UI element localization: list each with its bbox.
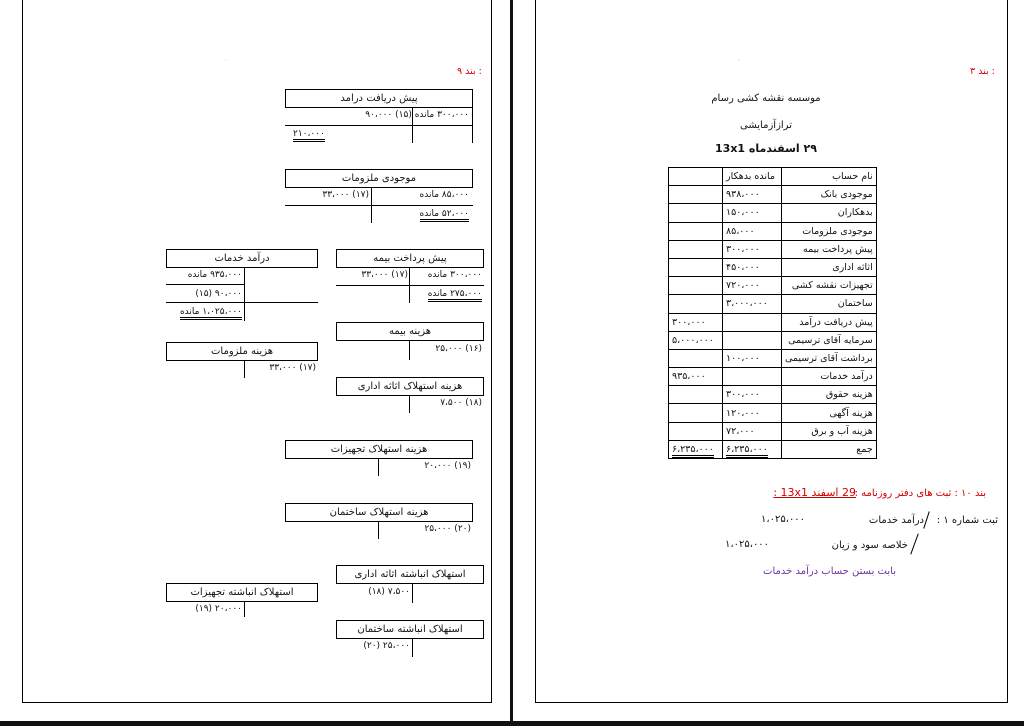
t-account-title: هزینه ملزومات (166, 342, 318, 361)
trial-balance-table (668, 167, 877, 459)
table-row (669, 331, 877, 349)
page-separator (510, 0, 513, 726)
debit-balance: ۷۲،۰۰۰ (726, 425, 755, 437)
t-account-balance: ۵۲،۰۰۰ مانده (420, 209, 469, 222)
t-account (166, 249, 318, 321)
company-name: موسسه نقشه کشی رسام (711, 93, 821, 104)
credit-balance: ۵،۰۰۰،۰۰۰ (672, 334, 714, 346)
table-header-row (669, 168, 877, 186)
account-name: موجودی بانک (820, 189, 873, 201)
table-row (669, 313, 877, 331)
account-name: تجهیزات نقشه کشی (791, 280, 873, 292)
t-account-entry: ۸۵،۰۰۰ مانده (419, 190, 469, 200)
entry-description: بابت بستن حساب درآمد خدمات (763, 566, 896, 577)
t-account (336, 565, 484, 603)
t-account-entry: (۱۷) ۳۳،۰۰۰ (361, 270, 408, 280)
account-name: هزینه آگهی (829, 407, 873, 419)
account-name: جمع (856, 443, 873, 455)
account-name: هزینه حقوق (825, 389, 873, 401)
t-account-title: هزینه استهلاک تجهیزات (285, 440, 473, 459)
credit-balance: ۶،۲۳۵،۰۰۰ (672, 444, 714, 458)
t-account-title: هزینه بیمه (336, 322, 484, 341)
entry-label: ثبت شماره ۱ : (936, 515, 998, 526)
debit-balance: ۹۳۸،۰۰۰ (726, 189, 760, 201)
section-label-9: بند ۹ : (457, 66, 482, 77)
credit-balance: ۳۰۰،۰۰۰ (672, 316, 706, 328)
t-account-title: استهلاک انباشته اثاثه اداری (336, 565, 484, 584)
t-account-balance: ۲۱۰،۰۰۰ (293, 129, 325, 142)
t-account-balance: ۱،۰۲۵،۰۰۰ مانده (180, 307, 242, 320)
t-account-entry: (۱۶) ۲۵،۰۰۰ (435, 344, 482, 354)
t-account-title: پیش پرداخت بیمه (336, 249, 484, 268)
t-account-entry: ۲۵،۰۰۰ (۲۰) (363, 641, 410, 651)
t-account-entry: ۹۰،۰۰۰ (۱۵) (195, 289, 242, 299)
t-account-entry: (۱۹) ۲۰،۰۰۰ (424, 461, 471, 471)
table-row (669, 222, 877, 240)
account-name: درآمد خدمات (820, 371, 873, 383)
debit-balance: ۳۰۰،۰۰۰ (726, 389, 760, 401)
t-account (336, 620, 484, 658)
table-row (669, 258, 877, 276)
t-account (336, 377, 484, 415)
report-title: ترازآزمایشی (740, 120, 792, 131)
account-name: پیش پرداخت بیمه (803, 243, 873, 255)
t-account (285, 440, 473, 478)
t-account-entry: (۲۰) ۲۵،۰۰۰ (424, 524, 471, 534)
t-account-title: پیش دریافت درامد (285, 89, 473, 108)
t-account (285, 89, 473, 145)
account-name: هزینه آب و برق (811, 425, 873, 437)
table-row (669, 422, 877, 440)
page-gap (491, 0, 535, 726)
debit-account: درآمد خدمات (868, 515, 924, 526)
debit-balance: ۱۰۰،۰۰۰ (726, 352, 760, 364)
credit-account: خلاصه سود و زیان (831, 540, 908, 551)
page-mark: · (738, 58, 740, 65)
debit-amount: ۱،۰۲۵،۰۰۰ (761, 514, 806, 525)
entry-slash (910, 533, 918, 554)
account-name: برداشت آقای ترسیمی (785, 352, 873, 364)
t-account (285, 503, 473, 541)
t-account (166, 342, 318, 380)
t-account-title: هزینه استهلاک اثاثه اداری (336, 377, 484, 396)
account-name: اثاثه اداری (832, 262, 873, 274)
debit-balance: ۴۵۰،۰۰۰ (726, 262, 760, 274)
account-name: موجودی ملزومات (802, 225, 873, 237)
right-page (535, 0, 1008, 703)
t-account-entry: (۱۷) ۳۳،۰۰۰ (269, 363, 316, 373)
journal-heading-label: بند ۱۰ : ثبت های دفتر روزنامه : (854, 488, 986, 499)
t-account-title: موجودی ملزومات (285, 169, 473, 188)
account-name: ساختمان (837, 298, 873, 310)
t-account-entry: (۱۸) ۷،۵۰۰ (440, 398, 482, 408)
t-account-title: استهلاک انباشته تجهیزات (166, 583, 318, 602)
account-name: پیش دریافت درآمد (799, 316, 873, 328)
table-row (669, 277, 877, 295)
table-row (669, 404, 877, 422)
column-header: نام حساب (832, 171, 873, 183)
column-header: مانده بدهکار (726, 171, 775, 183)
section-label-3: بند ۳ : (970, 66, 995, 77)
table-row (669, 386, 877, 404)
t-account-entry: ۹۳۵،۰۰۰ مانده (187, 270, 242, 280)
t-account-entry: ۳۰۰،۰۰۰ مانده (427, 270, 482, 280)
credit-amount: ۱،۰۲۵،۰۰۰ (725, 539, 770, 550)
table-row (669, 186, 877, 204)
table-row (669, 368, 877, 386)
t-account-balance: ۲۷۵،۰۰۰ مانده (428, 289, 482, 302)
table-row (669, 349, 877, 367)
left-page (22, 0, 492, 703)
debit-balance: ۶،۲۳۵،۰۰۰ (726, 444, 768, 458)
debit-balance: ۳۰۰،۰۰۰ (726, 243, 760, 255)
journal-date: 29 اسفند 13x1 : (773, 486, 856, 499)
t-account (336, 322, 484, 362)
account-name: سرمایه آقای ترسیمی (788, 334, 873, 346)
t-account (336, 249, 484, 305)
debit-balance: ۱۵۰،۰۰۰ (726, 207, 760, 219)
debit-balance: ۱۲۰،۰۰۰ (726, 407, 760, 419)
t-account-title: استهلاک انباشته ساختمان (336, 620, 484, 639)
t-account (285, 169, 473, 225)
t-account-entry: (۱۷) ۳۳،۰۰۰ (322, 190, 369, 200)
debit-balance: ۳،۰۰۰،۰۰۰ (726, 298, 768, 310)
table-row (669, 295, 877, 313)
t-account-title: هزینه استهلاک ساختمان (285, 503, 473, 522)
table-row (669, 204, 877, 222)
t-account-title: درآمد خدمات (166, 249, 318, 268)
t-account-entry: ۷،۵۰۰ (۱۸) (368, 587, 410, 597)
table-row (669, 240, 877, 258)
t-account-entry: ۳۰۰،۰۰۰ مانده (۱۵) ۹۰،۰۰۰ (365, 110, 469, 120)
report-date: ۲۹ اسفندماه 13x1 (715, 142, 817, 155)
debit-balance: ۸۵،۰۰۰ (726, 225, 755, 237)
page-mark: · (225, 58, 227, 65)
t-account-entry: ۲۰،۰۰۰ (۱۹) (195, 604, 242, 614)
total-row (669, 440, 877, 458)
t-account (166, 583, 318, 621)
debit-balance: ۷۲۰،۰۰۰ (726, 280, 760, 292)
account-name: بدهکاران (837, 207, 873, 219)
bottom-edge (0, 721, 1024, 726)
credit-balance: ۹۳۵،۰۰۰ (672, 371, 706, 383)
